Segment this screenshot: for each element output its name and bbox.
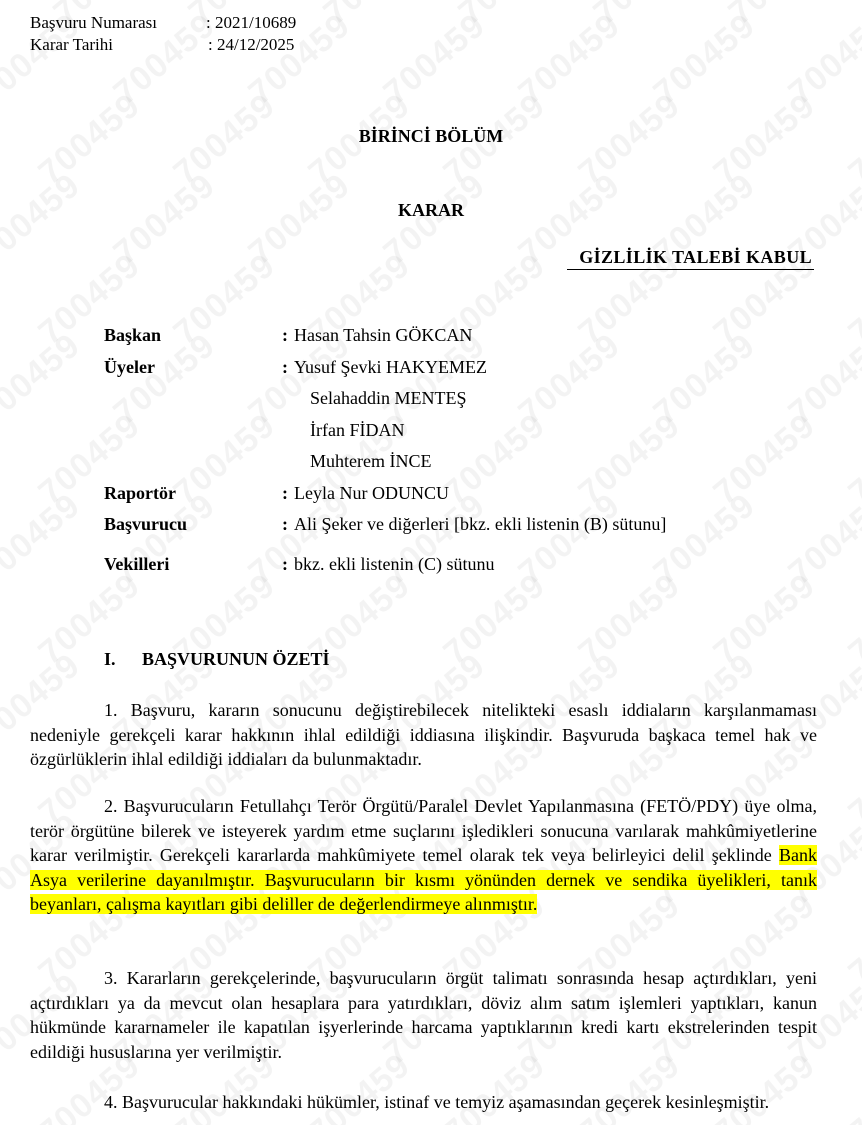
panel-row	[104, 446, 666, 478]
watermark-text	[586, 0, 703, 33]
panel-value: Leyla Nur ODUNCU	[294, 482, 449, 503]
panel-row	[104, 415, 666, 447]
watermark-text	[856, 0, 862, 33]
watermark-text	[0, 486, 88, 593]
summary-title: BAŞVURUNUN ÖZETİ	[142, 649, 330, 669]
panel-value: Hasan Tahsin GÖKCAN	[294, 325, 473, 346]
panel-row	[104, 352, 666, 384]
section-title: BİRİNCİ BÖLÜM	[358, 126, 504, 146]
watermark-text	[841, 1046, 862, 1125]
watermark-text	[721, 0, 838, 33]
paragraph-2-highlight: Bank Asya verilerine dayanılmıştır. Başvurucuların bir kısmı yönünden dernek ve sendika üyelikleri, tanık beyanları, çalışma kayıtları gibi deliller de değerlendirmeye alınmıştır.	[30, 845, 817, 914]
watermark-text	[511, 6, 628, 113]
panel-colon: :	[282, 482, 288, 503]
watermark-text	[841, 726, 862, 833]
watermark-text	[781, 326, 862, 433]
panel-row	[104, 478, 666, 510]
summary-number: I.	[104, 649, 116, 669]
application-number-label: Başvuru Numarası	[30, 13, 158, 32]
confidentiality-heading: GİZLİLİK TALEBİ KABUL	[567, 247, 814, 270]
decision-date-row	[30, 34, 296, 56]
application-number-value: : 2021/10689	[206, 13, 297, 32]
panel-row	[104, 320, 666, 352]
watermark-text	[316, 0, 433, 33]
decision-title: KARAR	[398, 200, 464, 220]
panel-value: Ali Şeker ve diğerleri [bkz. ekli listenin (B) sütunu]	[294, 514, 667, 535]
panel-label: Raportör	[104, 482, 176, 503]
watermark-text	[376, 6, 493, 113]
panel-label: Üyeler	[104, 356, 155, 377]
paragraph-4: 4. Başvurucular hakkındaki hükümler, istinaf ve temyiz aşamasından geçerek kesinleşmiştir.	[104, 1092, 770, 1112]
paragraph-3: 3. Kararların gerekçelerinde, başvurucuların örgüt talimatı sonrasında hesap açtırdıkları, yeni açtırdıkları ya da mevcut olan hesaplara para yatırdıkları, döviz alım satım işlemleri yaptıkları, kanun hükmünde kararnameler ile kapatılan işyerlerinde harcama yaptıklarının kredi kartı ekstrelerinden tespit edildiği hususlarına yer verilmiştir.	[30, 968, 817, 1062]
watermark-text	[841, 886, 862, 993]
watermark-text	[706, 566, 823, 673]
watermark-text	[0, 326, 88, 433]
watermark-text	[571, 566, 688, 673]
panel-row	[104, 383, 666, 415]
watermark-text	[706, 406, 823, 513]
paragraph-1: 1. Başvuru, kararın sonucunu değiştirebilecek nitelikteki esaslı iddiaların karşılanmaması nedeniyle gerekçeli karar hakkının ihlal edildiği iddiasına ilişkindir. Başvuruda başkaca temel hak ve özgürlüklerin ihlal edildiği iddiaları da bulunmaktadır.	[30, 700, 817, 769]
panel-value: Selahaddin MENTEŞ	[310, 388, 467, 409]
panel-list	[104, 320, 666, 580]
panel-label: Vekilleri	[104, 553, 170, 574]
panel-value: Muhterem İNCE	[310, 451, 432, 472]
application-number-row	[30, 12, 296, 34]
paragraph-2	[30, 794, 817, 917]
watermark-text	[781, 6, 862, 113]
watermark-text	[646, 6, 763, 113]
watermark-text	[436, 566, 553, 673]
panel-colon: :	[282, 325, 288, 346]
panel-value: Yusuf Şevki HAKYEMEZ	[294, 356, 487, 377]
watermark-text	[0, 0, 28, 33]
panel-label: Başvurucu	[104, 514, 188, 535]
decision-date-value: : 24/12/2025	[208, 35, 295, 54]
panel-label: Başkan	[104, 325, 162, 346]
watermark-text	[841, 566, 862, 673]
panel-row	[104, 509, 666, 541]
panel-value: bkz. ekli listenin (C) sütunu	[294, 553, 495, 574]
summary-heading	[104, 649, 330, 670]
panel-colon: :	[282, 553, 288, 574]
decision-date-label: Karar Tarihi	[30, 35, 113, 54]
paragraph-2-text: 2. Başvurucuların Fetullahçı Terör Örgütü/Paralel Devlet Yapılanmasına (FETÖ/PDY) üye olma, terör örgütüne bilerek ve isteyerek yardım etme suçlarını işledikleri sonucuna varılarak mahkûmiyetlerine karar verilmiştir. Gerekçeli kararlarda mahkûmiyete temel olarak tek veya belirleyici delil şeklinde	[30, 796, 817, 865]
watermark-text	[781, 486, 862, 593]
panel-colon: :	[282, 514, 288, 535]
document-meta	[30, 12, 296, 56]
panel-value: İrfan FİDAN	[310, 419, 405, 440]
panel-colon: :	[282, 356, 288, 377]
panel-row	[104, 549, 666, 581]
watermark-text	[451, 0, 568, 33]
watermark-text	[841, 406, 862, 513]
watermark-text	[841, 246, 862, 353]
